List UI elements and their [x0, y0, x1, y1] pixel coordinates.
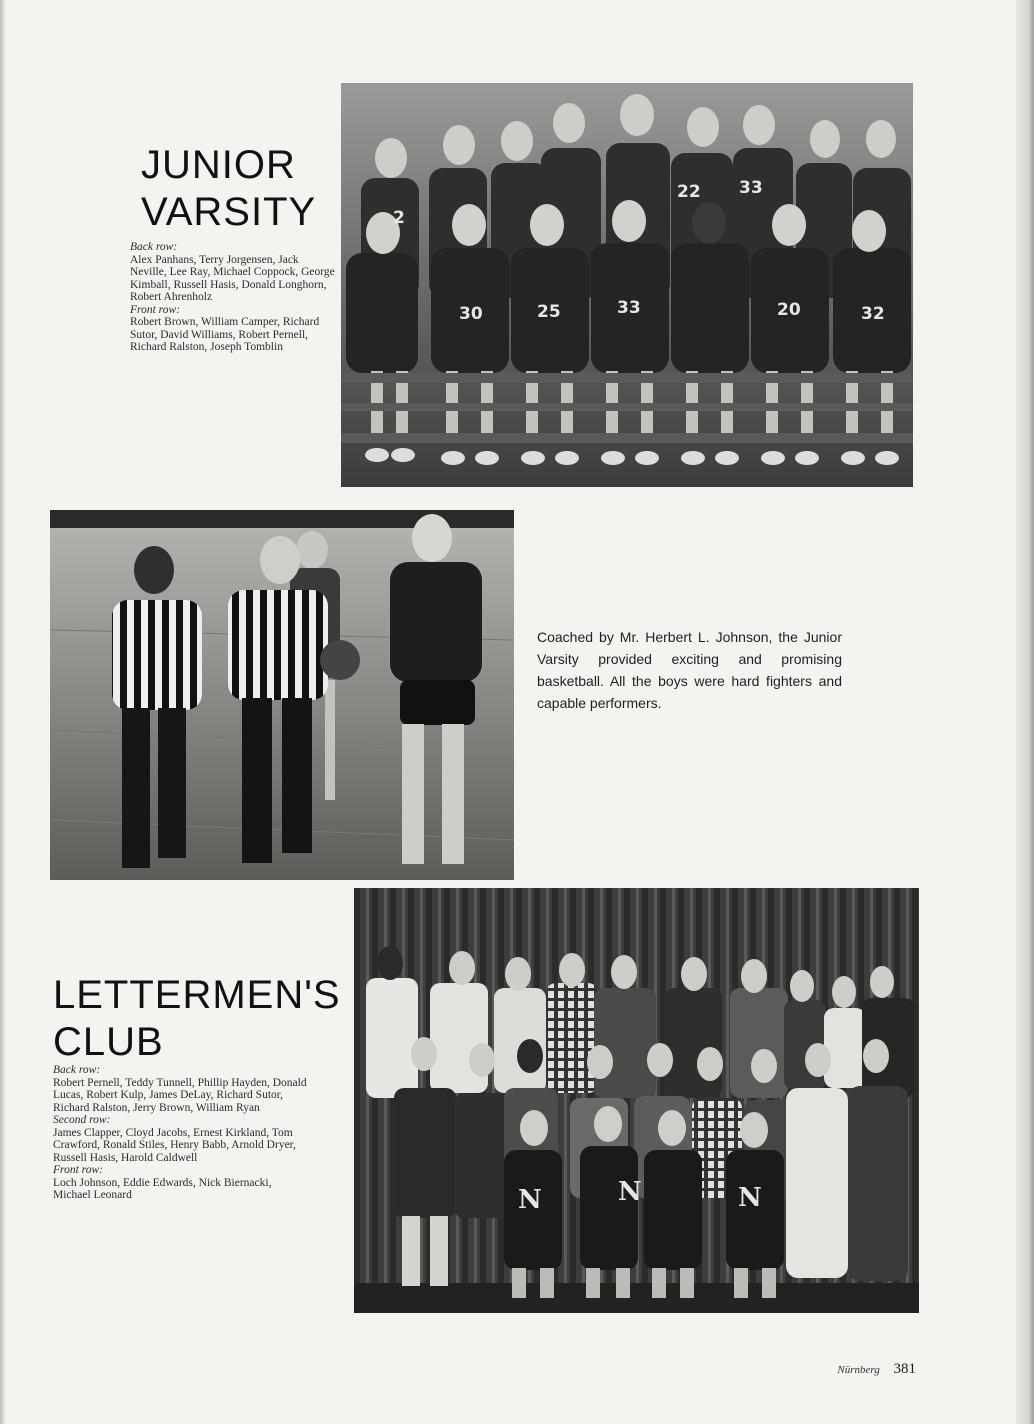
jacket-letter: N	[518, 1185, 542, 1215]
second-row-label: Second row:	[53, 1114, 111, 1126]
jacket-letter: N	[618, 1177, 642, 1207]
heading-line: CLUB	[53, 1020, 164, 1065]
front-row-names: Robert Brown, William Camper, Richard Sutor, David Williams, Robert Pernell, Richard Ralston, Joseph Tomblin	[130, 316, 320, 353]
lettermens-club-roster	[53, 1064, 308, 1202]
back-row-label: Back row:	[53, 1064, 101, 1076]
page-number: 381	[893, 1361, 916, 1377]
front-row-names: Loch Johnson, Eddie Edwards, Nick Biernacki, Michael Leonard	[53, 1176, 272, 1201]
page-edge-left	[0, 0, 6, 1424]
junior-varsity-heading	[141, 142, 316, 236]
second-row-names: James Clapper, Cloyd Jacobs, Ernest Kirkland, Tom Crawford, Ronald Stiles, Henry Babb, Arnold Dryer, Russell Hasis, Harold Caldwell	[53, 1126, 296, 1164]
lettermens-club-heading	[53, 972, 341, 1066]
back-row-names: Alex Panhans, Terry Jorgensen, Jack Neville, Lee Ray, Michael Coppock, George Kimball, Russell Hasis, Donald Longhorn, Robert Ahrenholz	[130, 253, 335, 303]
junior-varsity-caption: Coached by Mr. Herbert L. Johnson, the Junior Varsity provided exciting and promising basketball. All the boys were hard fighters and capable performers.	[537, 629, 842, 711]
jersey-number: 33	[617, 298, 641, 318]
jersey-number: 25	[537, 302, 561, 322]
lettermens-club-photo	[354, 888, 919, 1313]
front-row-label: Front row:	[53, 1164, 103, 1176]
yearbook-place: Nürnberg	[837, 1364, 880, 1376]
junior-varsity-team-photo	[341, 83, 913, 487]
game-referees-photo	[50, 510, 514, 880]
page-edge-right	[1016, 0, 1034, 1424]
back-row-label: Back row:	[130, 241, 178, 253]
heading-line: JUNIOR	[141, 143, 296, 187]
jersey-number: 22	[677, 182, 701, 202]
junior-varsity-roster	[130, 241, 335, 354]
jacket-letter: N	[738, 1183, 762, 1213]
jersey-number: 32	[861, 304, 885, 324]
back-row-names: Robert Pernell, Teddy Tunnell, Phillip Hayden, Donald Lucas, Robert Kulp, James DeLay, Richard Sutor, Richard Ralston, Jerry Brown, William Ryan	[53, 1076, 307, 1114]
page-footer	[837, 1361, 916, 1378]
front-row-label: Front row:	[130, 303, 180, 316]
jersey-number: 2	[393, 208, 405, 228]
heading-line: LETTERMEN'S	[53, 973, 341, 1017]
heading-line: VARSITY	[141, 190, 317, 235]
jersey-number: 20	[777, 300, 801, 320]
jersey-number: 30	[459, 304, 483, 324]
jersey-number: 33	[739, 178, 763, 198]
